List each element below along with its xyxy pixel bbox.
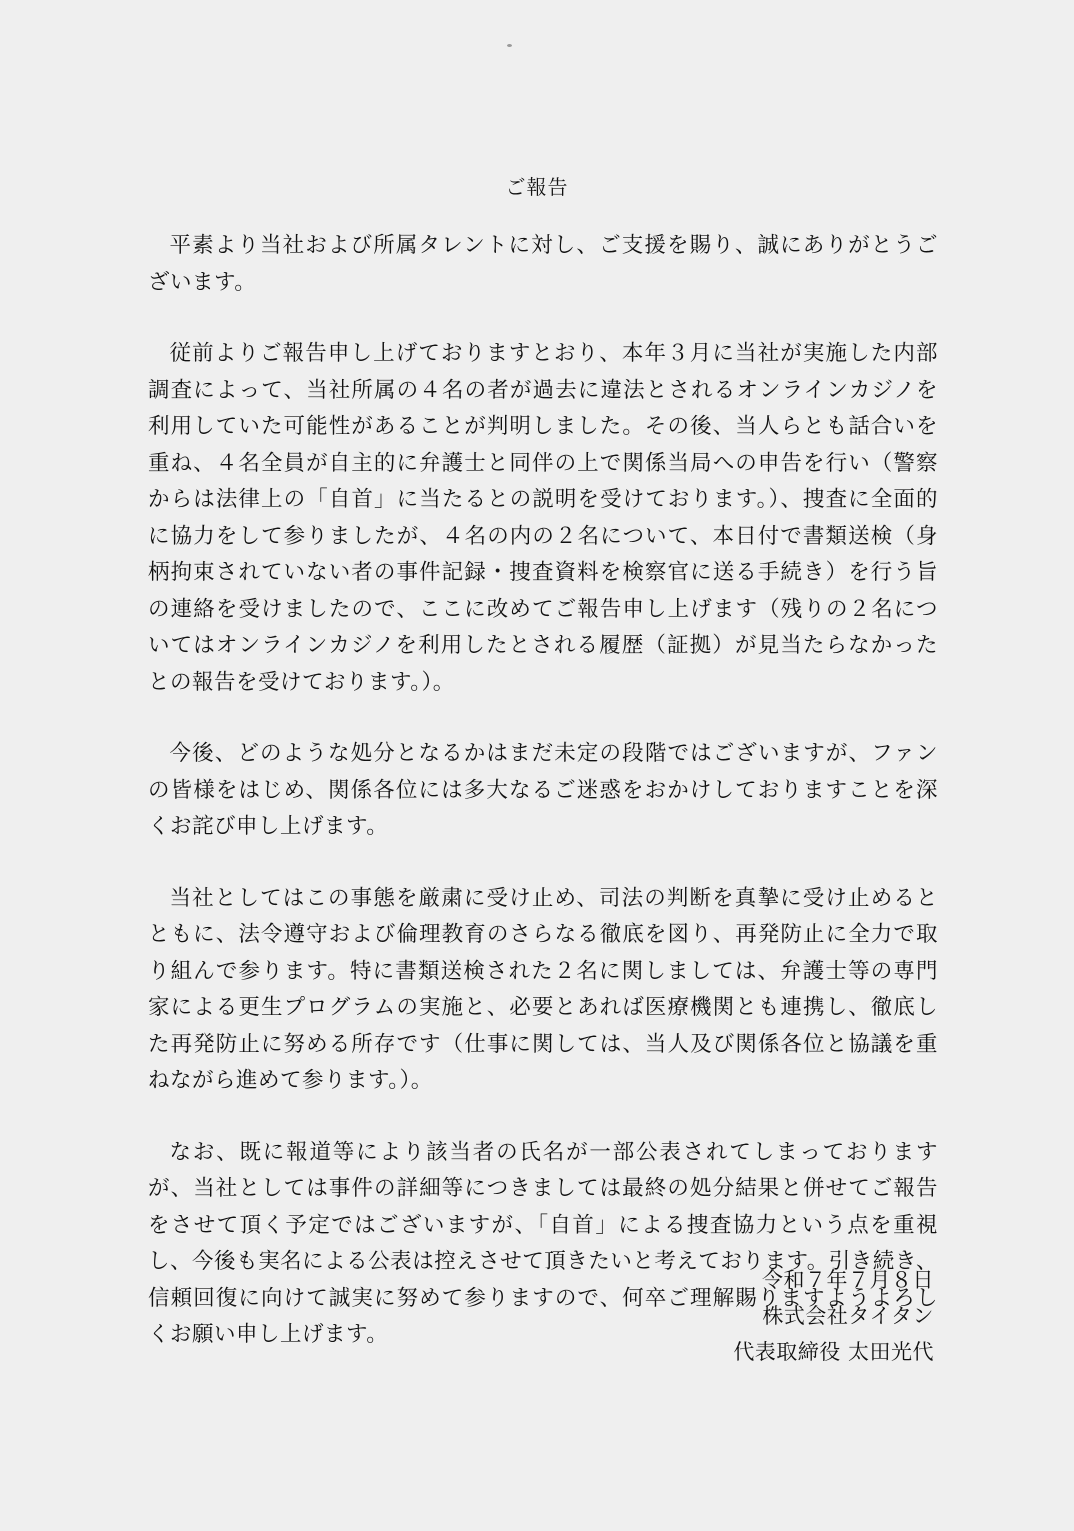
company-name: 株式会社タイタン — [762, 1304, 934, 1328]
document-date: 令和７年７月８日 — [762, 1268, 934, 1292]
paragraph-greeting: 平素より当社および所属タレントに対し、ご支援を賜り、誠にありがとうございます。 — [148, 233, 938, 295]
signatory-name: 代表取締役 太田光代 — [733, 1340, 934, 1364]
signature-block — [733, 1262, 934, 1370]
paragraph-report: 従前よりご報告申し上げておりますとおり、本年３月に当社が実施した内部調査によって、当社所属の４名の者が過去に違法とされるオンラインカジノを利用していた可能性があることが判明しました。その後、当人らとも話合いを重ね、４名全員が自主的に弁護士と同伴の上で関係当局への申告を行い（警察からは法律上の「自首」に当たるとの説明を受けております。）、捜査に全面的に協力をして参りましたが、４名の内の２名について、本日付で書類送検（身柄拘束されていない者の事件記録・捜査資料を検察官に送る手続き）を行う旨の連絡を受けましたので、ここに改めてご報告申し上げます（残りの２名についてはオンラインカジノを利用したとされる履歴（証拠）が見当たらなかったとの報告を受けております。）。 — [148, 341, 938, 695]
paragraph-disclosure: なお、既に報道等により該当者の氏名が一部公表されてしまっておりますが、当社としては事件の詳細等につきましては最終の処分結果と併せてご報告をさせて頂く予定ではございますが、「自首」による捜査協力という点を重視し、今後も実名による公表は控えさせて頂きたいと考えております。引き続き、信頼回復に向けて誠実に努めて参りますので、何卒ご理解賜りますようよろしくお願い申し上げます。 — [148, 1139, 938, 1347]
document-body — [148, 228, 938, 1389]
scan-speck — [507, 44, 512, 47]
paragraph-prevention: 当社としてはこの事態を厳粛に受け止め、司法の判断を真摯に受け止めるとともに、法令遵守および倫理教育のさらなる徹底を図り、再発防止に全力で取り組んで参ります。特に書類送検された２名に関しましては、弁護士等の専門家による更生プログラムの実施と、必要とあれば医療機関とも連携し、徹底した再発防止に努める所存です（仕事に関しては、当人及び関係各位と協議を重ねながら進めて参ります。）。 — [148, 885, 938, 1093]
document-title: ご報告 — [505, 175, 569, 199]
paragraph-apology: 今後、どのような処分となるかはまだ未定の段階ではございますが、ファンの皆様をはじめ、関係各位には多大なるご迷惑をおかけしておりますことを深くお詫び申し上げます。 — [148, 741, 938, 839]
